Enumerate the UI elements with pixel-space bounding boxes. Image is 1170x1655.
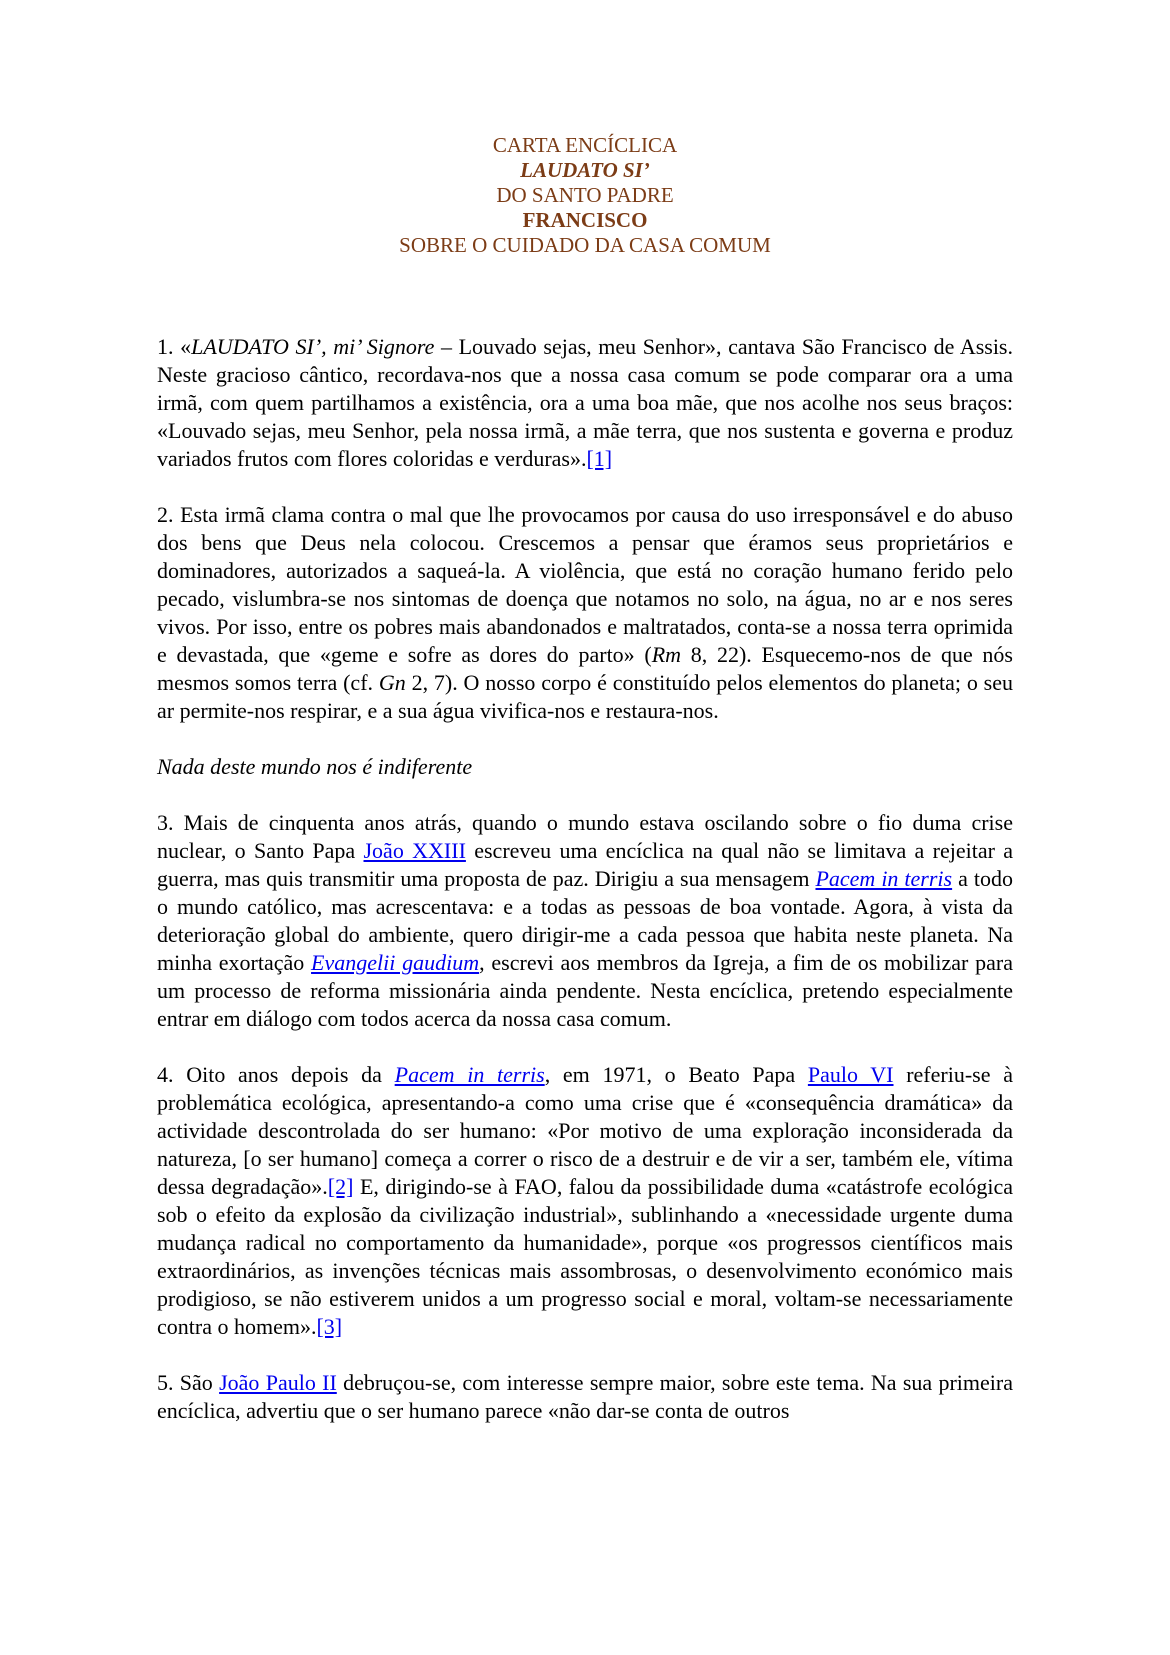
title-line-carta-enciclica: CARTA ENCÍCLICA xyxy=(492,133,678,157)
paulo-vi-link[interactable]: Paulo VI xyxy=(807,1062,894,1087)
text-run: 2, 7). O nosso corpo é constituído pelos elementos do planeta; o seu ar permite-nos respirar, e a sua água vivifica-nos e restaura-nos. xyxy=(157,670,1013,723)
text-run: , em 1971, o Beato Papa xyxy=(544,1062,808,1087)
paragraph-1 xyxy=(157,333,1013,473)
footnote-2-link[interactable]: [2] xyxy=(327,1174,354,1199)
text-run: E, dirigindo-se à FAO, falou da possibilidade duma «catástrofe ecológica sob o efeito da explosão da civilização industrial», sublinhando a «necessidade urgente duma mudança radical no comportamento da humanidade», porque «os progressos científicos mais extraordinários, as invenções técnicas mais assombrosas, o desenvolvimento económico mais prodigioso, se não estiverem unidos a um progresso social e moral, voltam-se necessariamente contra o homem». xyxy=(157,1174,1013,1339)
document-body xyxy=(157,333,1013,1425)
text-run: a todo o mundo católico, mas acrescentava: e a todas as pessoas de boa vontade. Agora, à vista da deterioração global do ambiente, quero dirigir-me a cada pessoa que habita neste planeta. Na minha exortação xyxy=(157,866,1013,975)
text-run: 2. Esta irmã clama contra o mal que lhe provocamos por causa do uso irresponsável e do abuso dos bens que Deus nela colocou. Crescemos a pensar que éramos seus proprietários e dominadores, autorizados a saqueá-la. A violência, que está no coração humano ferido pelo pecado, vislumbra-se nos sintomas de doença que notamos no solo, na água, no ar e nos seres vivos. Por isso, entre os pobres mais abandonados e maltratados, conta-se a nossa terra oprimida e devastada, que «geme e sofre as dores do parto» ( xyxy=(157,502,1013,667)
evangelii-gaudium-link[interactable]: Evangelii gaudium xyxy=(311,950,480,975)
text-run: Nada deste mundo nos é indiferente xyxy=(157,754,473,779)
footnote-3-link[interactable]: [3] xyxy=(316,1314,343,1339)
pacem-in-terris-link[interactable]: Pacem in terris xyxy=(815,866,953,891)
title-line-francisco: FRANCISCO xyxy=(522,208,648,232)
text-run: 3. Mais de cinquenta anos atrás, quando o mundo estava oscilando sobre o fio duma crise nuclear, o Santo Papa xyxy=(157,810,1013,863)
section-heading xyxy=(157,753,1013,781)
title-line-subtitle: SOBRE O CUIDADO DA CASA COMUM xyxy=(399,233,771,257)
footnote-1-link[interactable]: [1] xyxy=(586,446,613,471)
title-line-do-santo-padre: DO SANTO PADRE xyxy=(496,183,674,207)
text-run: LAUDATO SI’, mi’ Signore xyxy=(191,334,435,359)
paragraph-5 xyxy=(157,1369,1013,1425)
text-run: debruçou-se, com interesse sempre maior, sobre este tema. Na sua primeira encíclica, advertiu que o ser humano parece «não dar-se conta de outros xyxy=(157,1370,1013,1423)
document-title-block xyxy=(157,133,1013,258)
paragraph-3 xyxy=(157,809,1013,1033)
text-run: 4. Oito anos depois da xyxy=(157,1062,395,1087)
text-run: – Louvado sejas, meu Senhor», cantava São Francisco de Assis. Neste gracioso cântico, recordava-nos que a nossa casa comum se pode comparar ora a uma irmã, com quem partilhamos a existência, ora a uma boa mãe, que nos acolhe nos seus braços: «Louvado sejas, meu Senhor, pela nossa irmã, a mãe terra, que nos sustenta e governa e produz variados frutos com flores coloridas e verduras». xyxy=(157,334,1013,471)
text-run: 5. São xyxy=(157,1370,220,1395)
text-run: referiu-se à problemática ecológica, apresentando-a como uma crise que é «consequência dramática» da actividade descontrolada do ser humano: «Por motivo de uma exploração inconsiderada da natureza, [o ser humano] começa a correr o risco de a destruir e de vir a ser, também ele, vítima dessa degradação». xyxy=(157,1062,1013,1199)
title-line-laudato-si: LAUDATO SI’ xyxy=(520,158,650,182)
text-run: 1. « xyxy=(157,334,192,359)
text-run: 8, 22). Esquecemo-nos de que nós mesmos somos terra (cf. xyxy=(157,642,1013,695)
text-run: Gn xyxy=(378,670,406,695)
text-run: escreveu uma encíclica na qual não se limitava a rejeitar a guerra, mas quis transmitir uma proposta de paz. Dirigiu a sua mensagem xyxy=(157,838,1013,891)
joao-xxiii-link[interactable]: João XXIII xyxy=(363,838,466,863)
text-run: Rm xyxy=(651,642,682,667)
paragraph-4 xyxy=(157,1061,1013,1341)
text-run: , escrevi aos membros da Igreja, a fim de os mobilizar para um processo de reforma missionária ainda pendente. Nesta encíclica, pretendo especialmente entrar em diálogo com todos acerca da nossa casa comum. xyxy=(157,950,1013,1031)
pacem-in-terris-link-2[interactable]: Pacem in terris xyxy=(394,1062,545,1087)
paragraph-2 xyxy=(157,501,1013,725)
joao-paulo-ii-link[interactable]: João Paulo II xyxy=(219,1370,337,1395)
